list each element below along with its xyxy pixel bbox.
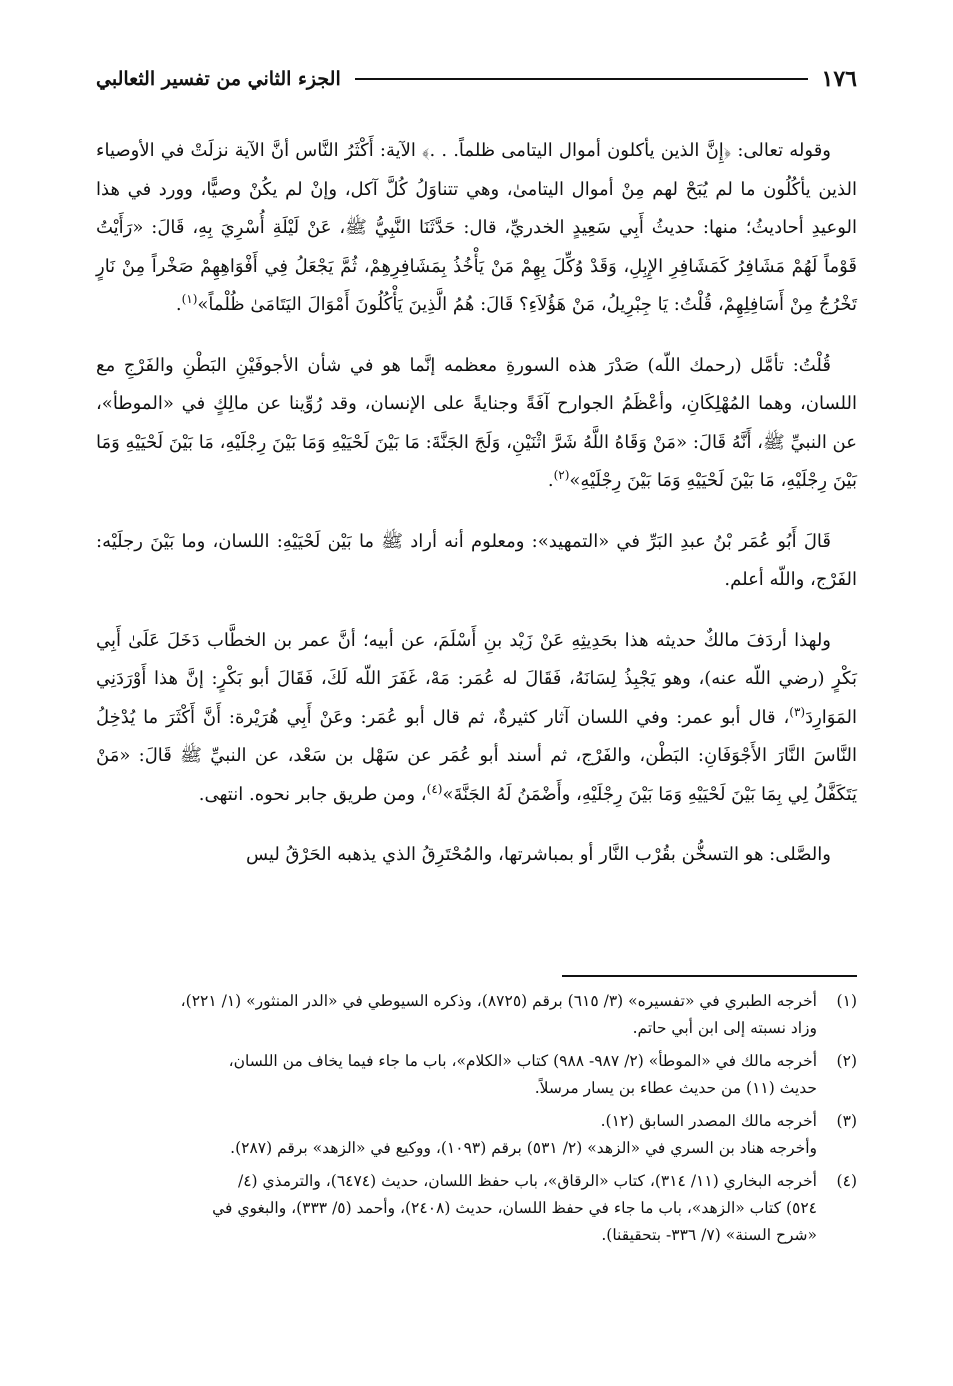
- footnotes: [96, 988, 857, 1249]
- page-header: [96, 62, 857, 96]
- footnote-3: (٣) أخرجه مالك المصدر السابق (١٢). وأخرجه هناد بن السري في «الزهد» (٢/ ٥٣١) برقم (١٠٩٣)، ووكيع في «الزهد» برقم (٢٨٧).: [96, 1108, 857, 1162]
- paragraph-1: وقوله تعالى: ﴿إِنَّ الذين يأكلون أموال اليتامى ظلماً. . .﴾ الآية: أَكْثَرُ النَّاس أنَّ الآية نزلَتْ في الأوصياء الذين يأكُلُون ما لم يُبَحْ لهم مِنْ أموال اليتامىٰ، وهي تتناوَلُ كُلَّ آكل، وإنْ لم يكُنْ وصيًّا، وورد في هذا الوعيدِ أحاديثُ؛ منها: حديثُ أَبِي سَعِيدٍ الخدريِّ، قال: حَدَّثَنَا النَّبِيُّ ﷺ، عَنْ لَيْلَةِ أُسْرِيَ بِهِ، قَالَ: «رَأَيْتُ قَوْماً لَهُمْ مَشَافِرُ كَمَشَافِرِ الإِبِلِ، وَقَدْ وُكِّلَ بِهِمْ مَنْ يَأْخُذُ بِمَشَافِرِهِمْ، ثُمَّ يَجْعَلُ فِي أَفْوَاهِهِمْ صَخْراً مِنْ نَارٍ تَخْرُجُ مِنْ أَسَافِلِهِمْ، قُلْتُ: يَا جِبْرِيلُ، مَنْ هَؤُلاَءِ؟ قَالَ: هُمُ الَّذِينَ يَأْكُلُونَ أَمْوَالَ اليَتَامَىٰ ظُلْماً»$^{(١)}$.: [96, 140, 857, 315]
- paragraph-5: والصَّلى: هو التسخُّن بقُرْب النَّار أو بمباشرتها، والمُحْتَرِقُ الذي يذهبه الحَرْقُ ليس: [245, 844, 831, 865]
- footnote-number: (٣): [836, 1112, 857, 1130]
- footnote-separator: [562, 975, 857, 977]
- footnote-1: (١) أخرجه الطبري في «تفسيره» (٣/ ٦١٥) برقم (٨٧٢٥)، وذكره السيوطي في «الدر المنثور» (١/ ٢٢١)، وزاد نسبته إلى ابن أبي حاتم.: [96, 988, 857, 1042]
- footnote-number: (٤): [836, 1172, 857, 1190]
- footnote-ref[interactable]: (٢): [553, 468, 570, 482]
- paragraph-4: ولهذا أردَفَ مالكٌ حديثه هذا بحَدِيثِهِ عَنْ زَيْد بنِ أَسْلَمَ، عن أبيه؛ أنَّ عمر بن الخطَّاب دَخَلَ عَلَىٰ أَبِي بَكْرٍ (رضي اللّه عنه)، وهو يَجْبِذُ لِسَانَهُ، فَقَالَ له عُمَر: مَهْ، غَفَرَ اللّه لَكَ، فَقَالَ أبو بَكْرٍ: إنَّ هذا أَوْرَدَنِي المَوَارِدَ$^{(٣)}$، قال أبو عمر: وفي اللسان آثار كثيرةٌ، ثم قال أبو عُمَر: وعَنْ أَبِي هُرَيْرة: أَنَّ أَكْثَرَ ما يُدْخِلُ النَّاسَ النَّارَ الأَجْوَفَانِ: البَطْن، والفَرْج، ثم أسند أبو عُمَر عن سَهْل بن سَعْد، عن النبيِّ ﷺ قَالَ: «مَنْ يَتَكَفَّلُ لِي بِمَا بَيْنَ لَحْيَيْهِ وَمَا بَيْنَ رِجْلَيْهِ، وأَضْمَنُ لَهُ الجَنَّةَ»$^{(٤)}$، ومن طريق جابر نحوه. انتهى.: [96, 629, 857, 805]
- footnote-ref[interactable]: (٤): [426, 781, 443, 796]
- paragraph-3: قَالَ أَبُو عُمَر بْنُ عبدِ البَرِّ في «التمهيد»: ومعلوم أنه أراد ﷺ ما بَيْن لَحْيَيْهِ: اللسان، وما بَيْنَ رجلَيْه: الفَرْج، واللّه أعلم.: [96, 530, 857, 590]
- paragraph-2: قُلْتُ: تأمَّل (رحمك اللّه) صَدْرَ هذه السورةِ معظمه إنَّما هو في شأن الأجوفَيْنِ البَطْنِ والفَرْجِ مع اللسان، وهما المُهْلِكَانِ، وأعْظَمُ الجوارح آفَةً وجنايةً على الإنسان، وقد رُوِّينا عن مالِكٍ في «الموطأ»، عن النبيِّ ﷺ، أَنَّهُ قَالَ: «مَنْ وَقَاهُ اللَّهُ شَرَّ اثْنَيْنِ، وَلَجَ الجَنَّةَ: مَا بَيْنَ لَحْيَيْهِ وَمَا بَيْنَ رِجْلَيْهِ، مَا بَيْنَ لَحْيَيْهِ وَمَا بَيْنَ رِجْلَيْهِ، مَا بَيْنَ لَحْيَيْهِ وَمَا بَيْنَ رِجْلَيْهِ»$^{(٢)}$.: [96, 354, 857, 491]
- footnote-number: (٢): [836, 1052, 857, 1070]
- header-rule: [355, 78, 808, 80]
- footnote-number: (١): [836, 992, 857, 1010]
- footnote-4: (٤) أخرجه البخاري (١١/ ٣١٤)، كتاب «الرقاق»، باب حفظ اللسان، حديث (٦٤٧٤)، والترمذي (٤/ ٥٢٤) كتاب «الزهد»، باب ما جاء في حفظ اللسان، حديث (٢٤٠٨)، وأحمد (٥/ ٣٣٣)، والبغوي في «شرح السنة» (٧/ ٣٣٦- بتحقيقنا).: [96, 1168, 857, 1249]
- main-text: [96, 132, 857, 875]
- footnote-ref[interactable]: (٣): [789, 704, 806, 719]
- running-title: الجزء الثاني من تفسير الثعالبي: [96, 68, 341, 90]
- footnote-2: (٢) أخرجه مالك في «الموطأ» (٢/ ٩٨٧- ٩٨٨) كتاب «الكلام»، باب ما جاء فيما يخاف من اللسان، حديث (١١) من حديث عطاء بن يسار مرسلاً.: [96, 1048, 857, 1102]
- page-number: ١٧٦: [821, 66, 857, 92]
- footnote-ref[interactable]: (١): [181, 292, 198, 306]
